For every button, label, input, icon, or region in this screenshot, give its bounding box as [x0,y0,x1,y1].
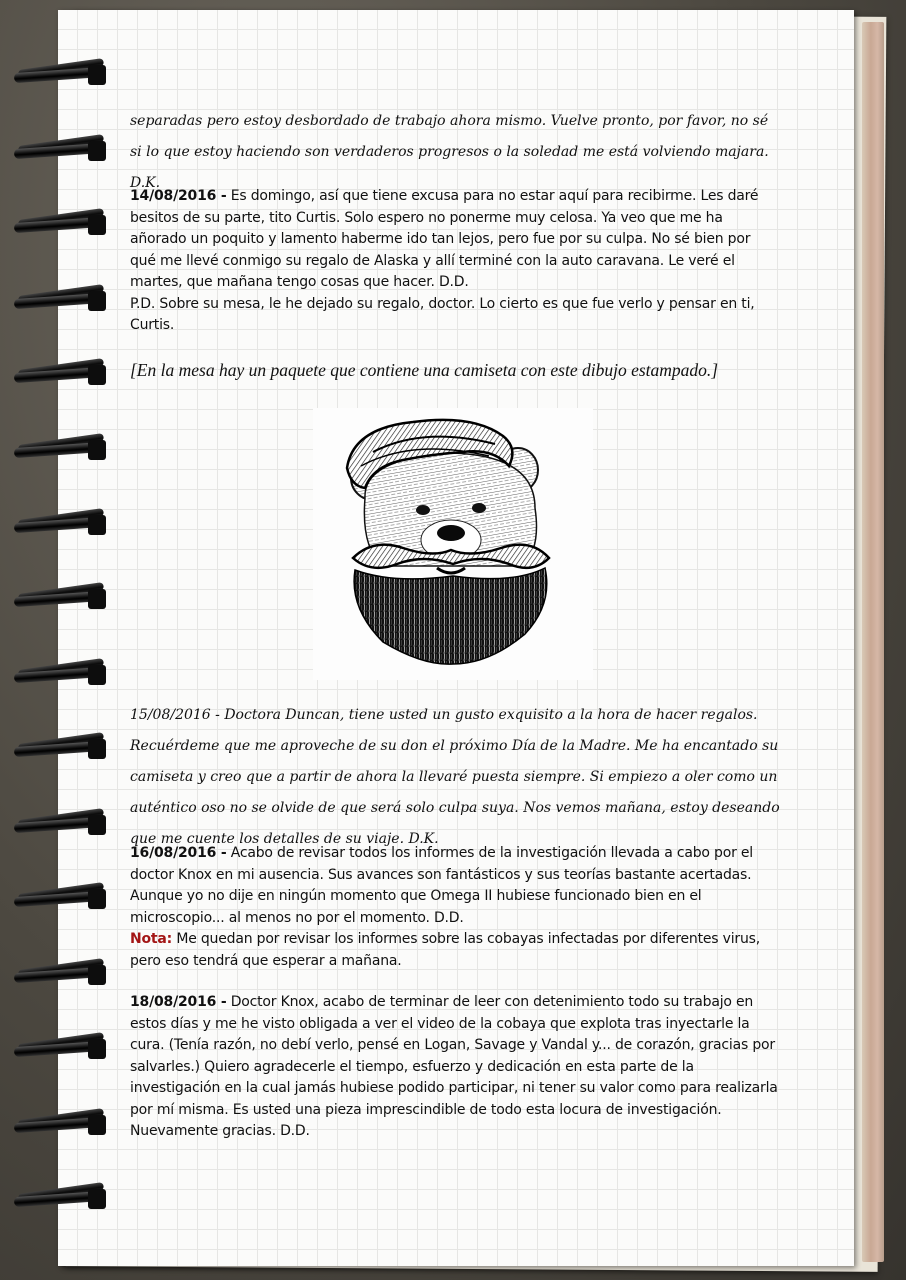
entry-text: Es domingo, así que tiene excusa para no estar aquí para recibirme. Les daré besitos de su parte, tito Curtis. Solo espero no ponerme muy celosa. Ya veo que me ha añorado un poquito y lamento haberme ido tan lejos, pero fue por su culpa. No sé bien por qué me llevé conmigo su regalo de Alaska y allí terminé con la auto caravana. Le veré el martes, que mañana tengo cosas que hacer. D.D. [130,188,759,290]
ring-hole [88,665,106,685]
spiral-ring [14,736,106,762]
ring-hole [88,965,106,985]
bear-drawing [313,408,593,680]
entry-text: separadas pero estoy desbordado de trabajo ahora mismo. Vuelve pronto, por favor, no sé si lo que estoy haciendo son verdaderos progresos o la soledad me está volviendo majara. D.K. [130,113,769,191]
spiral-ring [14,437,106,463]
entry-date: 14/08/2016 - [130,188,227,204]
bearded-bear-illustration [313,408,593,680]
entry-text: 15/08/2016 - Doctora Duncan, tiene usted un gusto exquisito a la hora de hacer regalos. Recuérdeme que me aproveche de su don el próximo Día de la Madre. Me ha encantado su camiseta y creo que a partir de ahora la llevaré puesta siempre. Si empiezo a oler como un auténtico oso no se olvide de que será solo culpa suya. Nos vemos mañana, estoy deseando que me cuente los detalles de su viaje. D.K. [130,707,780,847]
spiral-ring [14,886,106,912]
entry-date: 18/08/2016 - [130,994,227,1010]
bracket-note-text: [En la mesa hay un paquete que contiene una camiseta con este dibujo estampado.] [130,360,719,380]
entry-dd-14-08 [130,186,780,337]
nota-label: Nota: [130,931,173,947]
ring-hole [88,889,106,909]
spiral-ring [14,212,106,238]
entry-ps: P.D. Sobre su mesa, le he dejado su regalo, doctor. Lo cierto es que fue verlo y pensar en ti, Curtis. [130,295,755,333]
ring-hole [88,1039,106,1059]
spiral-ring [14,1186,106,1212]
spiral-ring [14,662,106,688]
bracket-note [130,358,780,382]
spiral-ring [14,362,106,388]
nota-text: Me quedan por revisar los informes sobre las cobayas infectadas por diferentes virus, pero eso tendrá que esperar a mañana. [130,931,760,969]
spiral-ring [14,288,106,314]
spiral-ring [14,1036,106,1062]
ring-hole [88,440,106,460]
ring-hole [88,65,106,85]
page-edges [862,22,884,1262]
spiral-ring [14,962,106,988]
ring-hole [88,589,106,609]
ring-hole [88,141,106,161]
entry-text: Acabo de revisar todos los informes de la investigación llevada a cabo por el doctor Knox en mi ausencia. Sus avances son fantásticos y sus teorías bastante acertadas. Aunque yo no dije en ningún momento que Omega II hubiese funcionado bien en el microscopio... al menos no por el momento. D.D. [130,845,753,926]
ring-hole [88,739,106,759]
spiral-ring [14,1112,106,1138]
ring-hole [88,1189,106,1209]
spiral-ring [14,586,106,612]
ring-hole [88,515,106,535]
ring-hole [88,1115,106,1135]
entry-date: 16/08/2016 - [130,845,227,861]
ring-hole [88,365,106,385]
entry-dk-15-08 [130,700,780,855]
ring-hole [88,815,106,835]
spiral-ring [14,512,106,538]
spiral-ring [14,62,106,88]
ring-hole [88,291,106,311]
spiral-ring [14,138,106,164]
entry-dd-18-08 [130,992,780,1143]
ring-hole [88,215,106,235]
entry-dd-16-08 [130,843,780,972]
entry-text: Doctor Knox, acabo de terminar de leer con detenimiento todo su trabajo en estos días y me he visto obligada a ver el video de la cobaya que explota tras inyectarle la cura. (Tenía razón, no debí verlo, pensé en Logan, Savage y Vandal y... de corazón, gracias por salvarles.) Quiero agradecerle el tiempo, esfuerzo y dedicación en esta parte de la investigación en la cual jamás hubiese podido participar, ni tener su valor como para realizarla por mí misma. Es usted una pieza imprescindible de todo esta locura de investigación. Nuevamente gracias. D.D. [130,994,778,1139]
spiral-ring [14,812,106,838]
